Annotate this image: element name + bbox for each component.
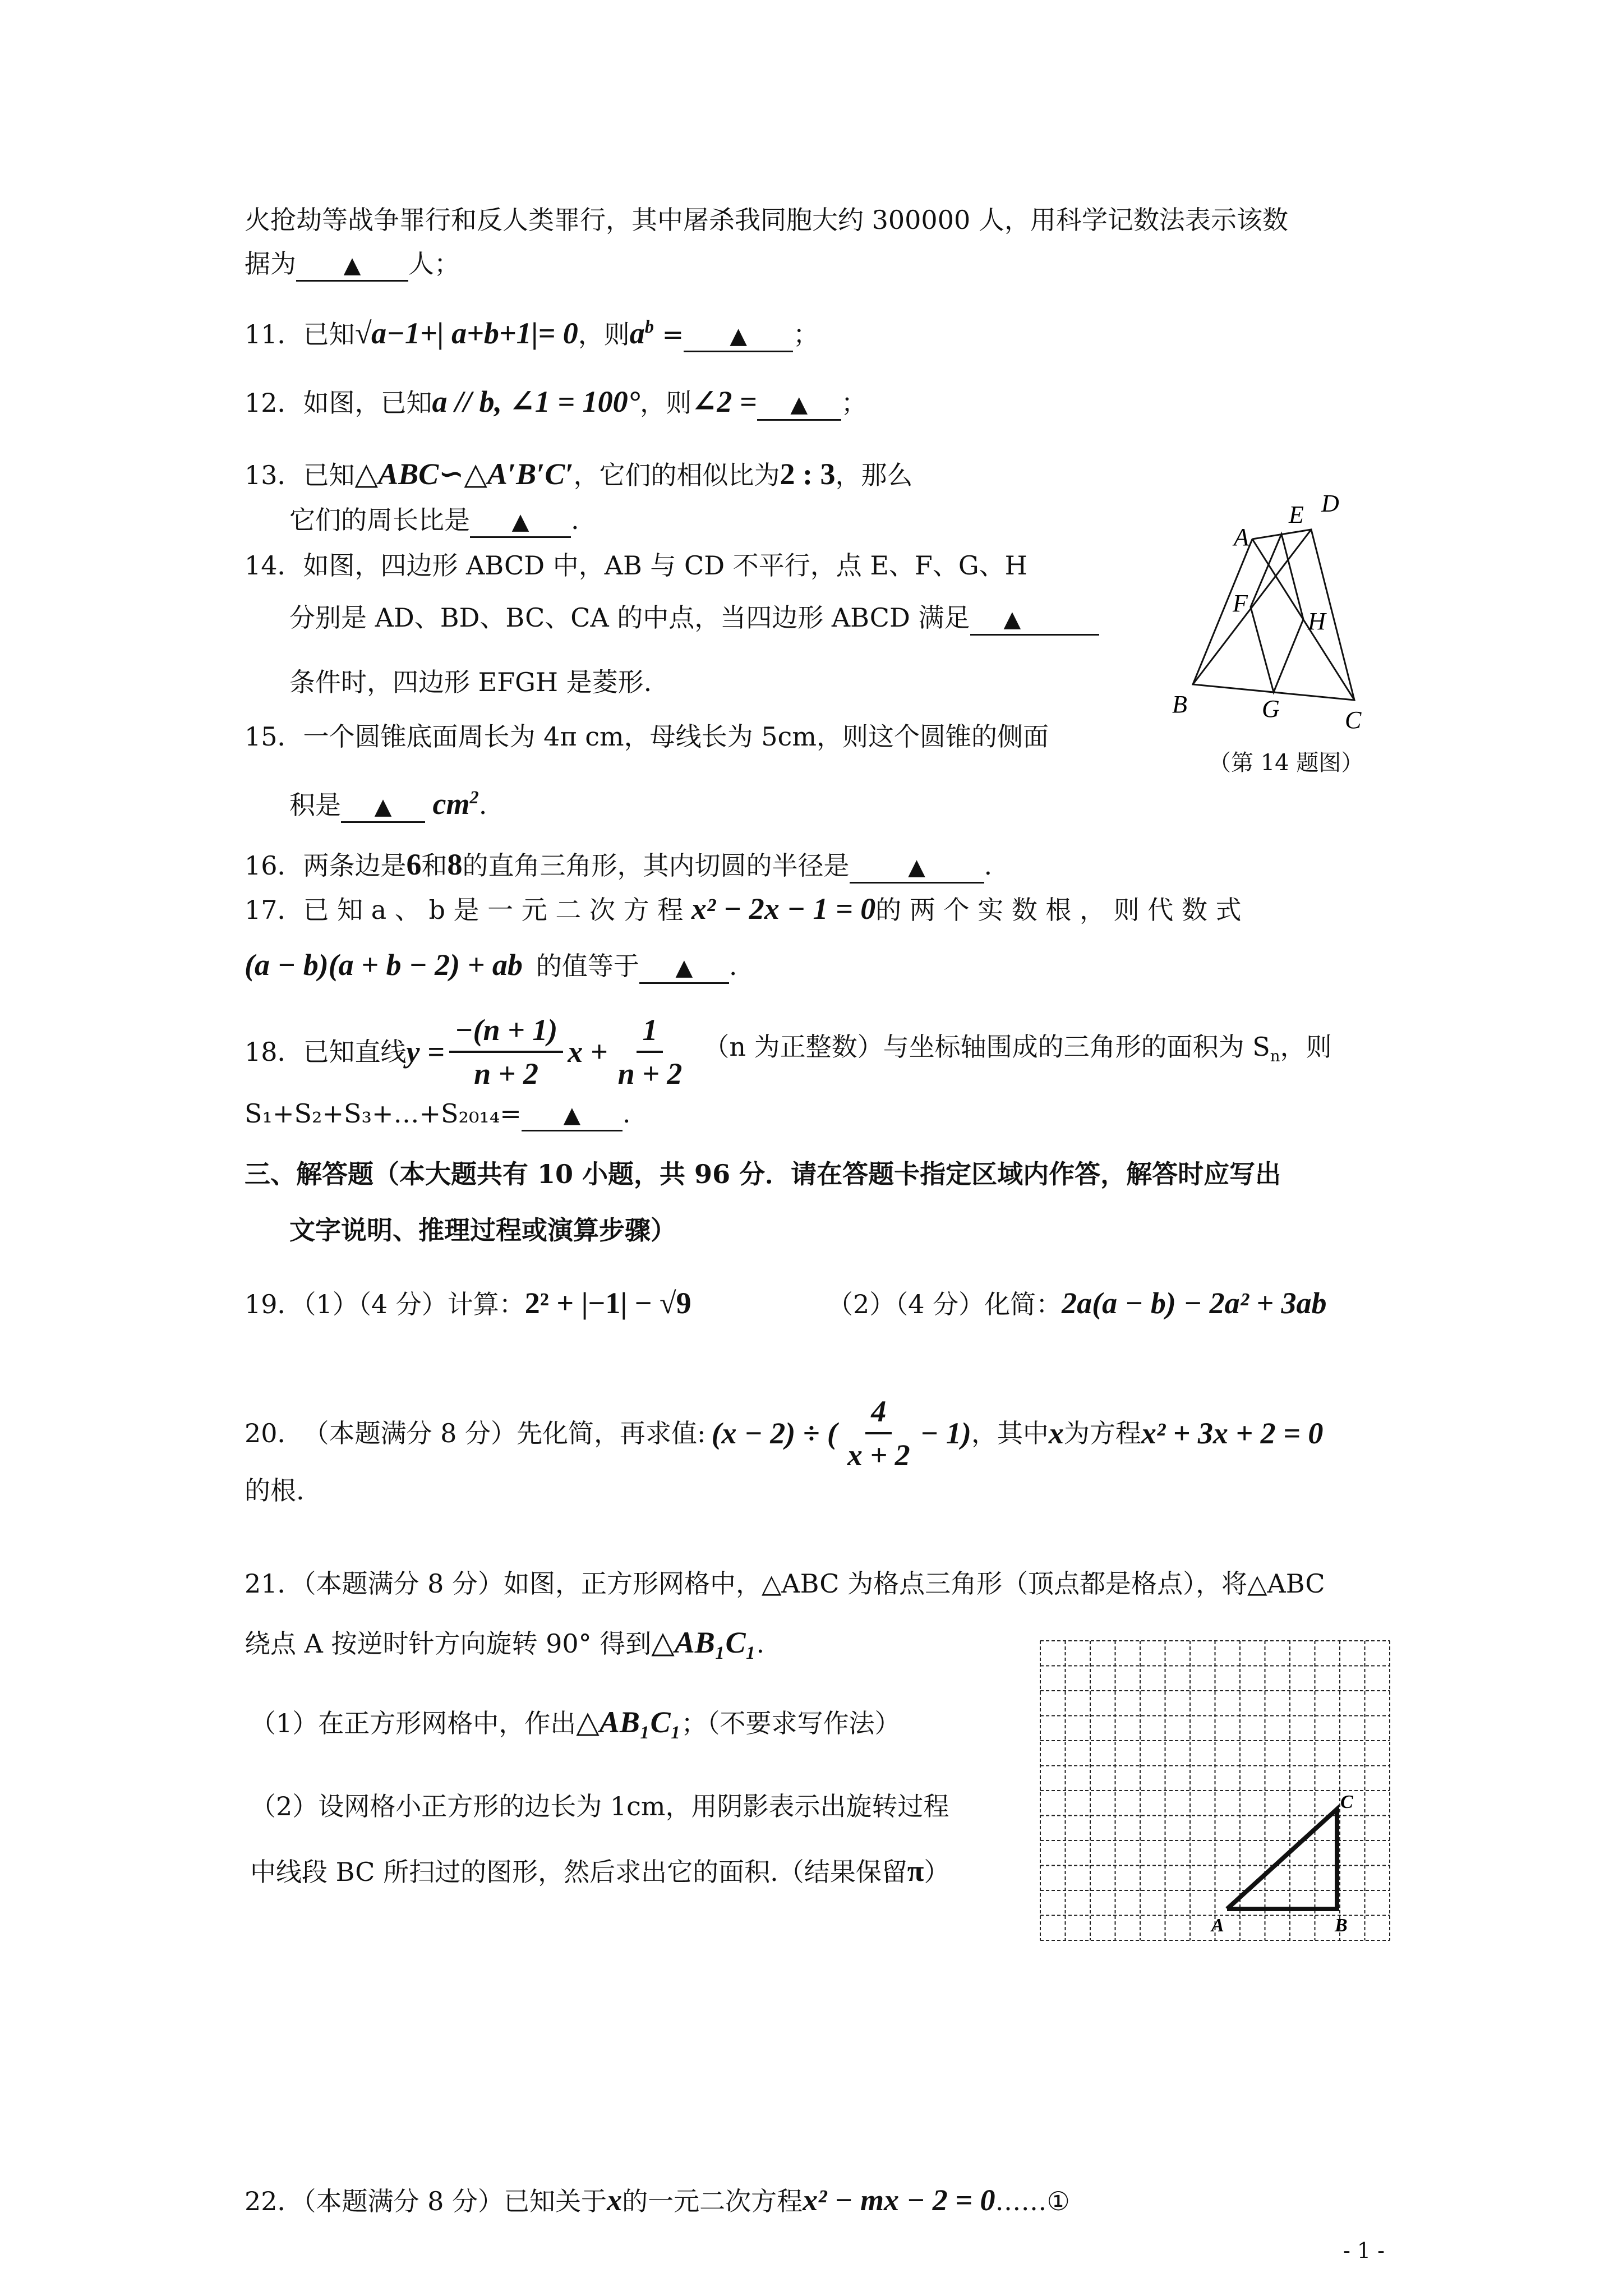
- quadrilateral-figure: [1150, 482, 1413, 735]
- question-13-line-2: [289, 503, 579, 538]
- quadrilateral-abcd: [1193, 530, 1354, 700]
- figure-caption: （第 14 题图）: [1209, 750, 1364, 776]
- question-text: .: [571, 505, 579, 535]
- question-text: .: [728, 951, 737, 981]
- triangle-marker-icon: ▲: [675, 955, 693, 981]
- math-ratio: 2 : 3: [780, 457, 836, 491]
- question-21-part-2-line-2: [250, 1854, 949, 1889]
- question-21-line-2: [245, 1626, 764, 1660]
- math-variable: x: [607, 2183, 623, 2217]
- question-text: 如图，已知: [303, 388, 432, 418]
- question-text: 已 知 a 、 b 是 一 元 二 次 方 程: [303, 895, 684, 925]
- question-number: 16．: [245, 850, 303, 881]
- question-15: [245, 720, 1049, 753]
- label-e: E: [1289, 501, 1304, 528]
- section-heading: 三、解答题（本大题共有 10 小题，共 96 分．请在答题卡指定区域内作答，解答时应写出: [245, 1159, 1281, 1189]
- question-text: （本题满分 8 分）如图，正方形网格中，△ABC 为格点三角形（顶点都是格点），将△ABC: [303, 1568, 1325, 1599]
- quadrilateral-efgh: [1251, 534, 1303, 692]
- label-g: G: [1262, 695, 1280, 723]
- question-20-line-2: 的根.: [245, 1475, 305, 1506]
- triangle-marker-icon: ▲: [790, 392, 808, 417]
- math-condition: √a−1+| a+b+1|= 0: [354, 316, 578, 350]
- question-text: （本题满分 8 分）先化简，再求值:: [303, 1418, 706, 1448]
- fraction-intercept: $\frac{1}{n + 2}$: [612, 1009, 688, 1094]
- question-number: 14．: [245, 550, 303, 581]
- question-text: 为方程: [1063, 1418, 1141, 1448]
- triangle-abc: [1227, 1809, 1337, 1909]
- math-condition: a // b, ∠1 = 100°: [432, 385, 640, 418]
- question-text: ；: [793, 319, 819, 349]
- question-text: ；: [841, 388, 867, 418]
- question-18: [245, 1010, 1332, 1094]
- question-number: 13．: [245, 460, 303, 490]
- math-unit: $cm^2$: [432, 787, 479, 821]
- question-13: [245, 457, 913, 492]
- answer-blank: [757, 388, 841, 421]
- question-text: 和: [421, 850, 448, 881]
- question-20: [245, 1391, 1323, 1475]
- question-number: 15．: [245, 721, 303, 752]
- math-variable: x: [1048, 1416, 1064, 1450]
- section-heading-line-2: 文字说明、推理过程或演算步骤）: [289, 1215, 676, 1245]
- answer-blank: [341, 790, 425, 823]
- question-text: （1）在正方形网格中，作出: [250, 1708, 577, 1738]
- question-22: [245, 2183, 1070, 2218]
- fraction-slope: $\frac{-(n + 1)}{n + 2}$: [449, 1009, 564, 1094]
- question-text: （1）（4 分）计算：: [303, 1289, 525, 1319]
- question-text: 如图，四边形 ABCD 中，AB 与 CD 不平行，点 E、F、G、H: [303, 550, 1027, 581]
- question-text: 已知: [303, 460, 355, 490]
- question-text: 绕点 A 按逆时针方向旋转 90° 得到: [245, 1628, 652, 1659]
- label-f: F: [1233, 590, 1248, 617]
- question-text: ……①: [995, 2186, 1070, 2216]
- math-equation: x² + 3x + 2 = 0: [1141, 1416, 1324, 1450]
- question-text: 的一元二次方程: [622, 2186, 803, 2216]
- label-d: D: [1321, 490, 1339, 517]
- intro-post: 人；: [408, 249, 460, 279]
- label-b: B: [1172, 691, 1187, 718]
- math-pi: π: [907, 1854, 924, 1888]
- question-text: .: [984, 850, 993, 881]
- question-21: [245, 1567, 1325, 1600]
- question-text: =: [653, 319, 684, 349]
- triangle-marker-icon: ▲: [374, 794, 392, 820]
- question-text: .: [478, 790, 487, 820]
- question-14-line-3: 条件时，四边形 EFGH 是菱形.: [289, 667, 652, 697]
- question-16: [245, 848, 992, 884]
- question-number: 12．: [245, 388, 303, 418]
- triangle-marker-icon: ▲: [343, 252, 361, 278]
- question-text: ，则: [640, 388, 692, 418]
- answer-blank: [296, 249, 408, 282]
- question-12: [245, 385, 867, 421]
- math-expression: 2a(a − b) − 2a² + 3ab: [1062, 1286, 1327, 1320]
- question-19-part-2: [827, 1286, 1327, 1321]
- side-length-a: 6: [406, 848, 422, 881]
- question-text: ；（不要求写作法）: [681, 1708, 901, 1738]
- math-equation: x² − 2x − 1 = 0: [691, 892, 876, 926]
- page-number: - 1 -: [1343, 2238, 1385, 2263]
- question-number: 11．: [245, 319, 303, 349]
- question-17-line-2: [245, 948, 737, 984]
- question-14: [245, 549, 1027, 582]
- question-number: 19．: [245, 1289, 303, 1319]
- question-text: 的值等于: [536, 951, 639, 981]
- question-text: 积是: [289, 790, 341, 820]
- question-18-line-2: [245, 1097, 630, 1131]
- answer-blank: [850, 851, 984, 884]
- question-text: ，它们的相似比为: [573, 460, 780, 490]
- math-triangle: △AB₁C₁: [576, 1705, 681, 1739]
- intro-line-1: 火抢劫等战争罪行和反人类罪行，其中屠杀我同胞大约 300000 人，用科学记数法表示该数: [245, 205, 1288, 235]
- label-a: A: [1234, 523, 1249, 551]
- question-text: .: [756, 1628, 765, 1659]
- math-equation: x² − mx − 2 = 0: [803, 2183, 995, 2217]
- question-11: [245, 310, 819, 352]
- question-text: 的直角三角形，其内切圆的半径是: [462, 850, 850, 881]
- question-number: 22．: [245, 2186, 303, 2216]
- question-14-line-2: [289, 601, 1099, 636]
- answer-blank: [522, 1099, 623, 1131]
- intro-line-2: [245, 247, 460, 282]
- question-text: 已知直线: [303, 1037, 407, 1067]
- grid-label-b: B: [1335, 1915, 1348, 1936]
- question-number: 21．: [245, 1568, 303, 1599]
- answer-blank: [470, 505, 571, 538]
- question-text: （本题满分 8 分）已知关于: [303, 2186, 607, 2216]
- triangle-marker-icon: ▲: [563, 1102, 581, 1128]
- fraction: $\frac{4}{x + 2}$: [842, 1391, 916, 1476]
- question-15-line-2: [289, 781, 487, 823]
- triangle-marker-icon: ▲: [730, 323, 748, 349]
- question-21-part-2: （2）设网格小正方形的边长为 1cm，用阴影表示出旋转过程: [250, 1791, 949, 1821]
- question-text: 的 两 个 实 数 根 ， 则 代 数 式: [875, 895, 1242, 925]
- question-17: [245, 892, 1242, 927]
- grid-label-a: A: [1211, 1915, 1224, 1936]
- side-length-b: 8: [447, 848, 463, 881]
- question-number: 20．: [245, 1418, 303, 1448]
- label-c: C: [1345, 706, 1362, 734]
- math-expression: (x − 2) ÷ (: [711, 1416, 837, 1450]
- math-triangle: △AB₁C₁: [651, 1626, 757, 1659]
- question-text: S₁+S₂+S₃+…+S₂₀₁₄=: [245, 1098, 522, 1129]
- question-text: 已知: [303, 319, 355, 349]
- math-similarity: △ABC∽△A′B′C′: [354, 457, 574, 491]
- question-text: 一个圆锥底面周长为 4π cm，母线长为 5cm，则这个圆锥的侧面: [303, 721, 1049, 752]
- grid-label-c: C: [1340, 1792, 1353, 1812]
- answer-blank: [639, 951, 729, 984]
- math-x: x +: [568, 1035, 608, 1069]
- question-text: 两条边是: [303, 850, 407, 881]
- triangle-marker-icon: ▲: [511, 509, 529, 535]
- question-19: [245, 1286, 691, 1321]
- math-expression: (a − b)(a + b − 2) + ab: [245, 948, 523, 982]
- math-expression: 2² + |−1| − √9: [524, 1286, 691, 1320]
- question-text: （2）（4 分）化简：: [827, 1289, 1062, 1319]
- question-text: ，其中: [971, 1418, 1049, 1448]
- math-y: y =: [406, 1035, 445, 1069]
- math-expression: $a^b$: [629, 316, 654, 350]
- math-expression: ∠2 =: [691, 385, 757, 418]
- question-text: 它们的周长比是: [289, 505, 470, 535]
- triangle-marker-icon: ▲: [908, 854, 925, 880]
- question-text: ）: [924, 1857, 950, 1887]
- question-text: .: [622, 1098, 631, 1129]
- triangle-marker-icon: ▲: [1003, 606, 1021, 632]
- question-number: 18．: [245, 1037, 303, 1067]
- answer-blank: [970, 603, 1099, 636]
- question-text: ，那么: [835, 460, 913, 490]
- diagonal-bd: [1193, 530, 1311, 684]
- question-text: 分别是 AD、BD、BC、CA 的中点，当四边形 ABCD 满足: [289, 602, 970, 633]
- square-grid-figure: [1032, 1630, 1396, 1966]
- question-text: （n 为正整数）与坐标轴围成的三角形的面积为 $S_n$，则: [703, 1032, 1332, 1066]
- question-21-part-1: [250, 1705, 901, 1740]
- intro-pre: 据为: [245, 249, 296, 279]
- math-expression: − 1): [920, 1416, 971, 1450]
- question-number: 17．: [245, 895, 303, 925]
- question-text: ，则: [578, 319, 630, 349]
- label-h: H: [1308, 608, 1326, 635]
- answer-blank: [684, 320, 793, 352]
- question-text: 中线段 BC 所扫过的图形，然后求出它的面积.（结果保留: [250, 1857, 907, 1887]
